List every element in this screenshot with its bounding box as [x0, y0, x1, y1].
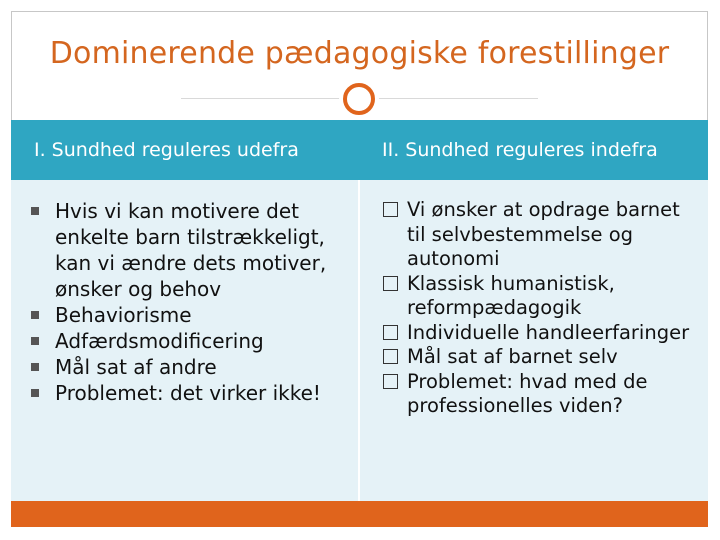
square-bullet-icon: [31, 363, 39, 371]
checkbox-bullet-icon: [383, 325, 398, 340]
left-bullet-list: [31, 198, 331, 406]
checkbox-bullet-icon: [383, 202, 398, 217]
list-item-text: Behaviorisme: [55, 303, 192, 327]
list-item: [31, 198, 331, 302]
ring-icon: [339, 79, 379, 119]
column-heading-left: I. Sundhed reguleres udefra: [34, 139, 299, 161]
list-item: [31, 328, 331, 354]
slide-title: Dominerende pædagogiske forestillinger: [49, 36, 670, 71]
square-bullet-icon: [31, 311, 39, 319]
list-item-text: Problemet: det virker ikke!: [55, 381, 321, 405]
square-bullet-icon: [31, 207, 39, 215]
list-item: [31, 380, 331, 406]
list-item-text: Individuelle handleerfaringer: [407, 320, 690, 344]
right-bullet-list: [383, 198, 698, 419]
list-item-text: Hvis vi kan motivere det enkelte barn tilstrækkeligt, kan vi ændre dets motiver, ønsker og behov: [55, 199, 327, 301]
list-item: [31, 354, 331, 380]
list-item-text: Problemet: hvad med de professionelles viden?: [407, 369, 648, 417]
list-item: [383, 198, 698, 272]
list-item: [383, 370, 698, 419]
list-item-text: Vi ønsker at opdrage barnet til selvbestemmelse og autonomi: [407, 198, 680, 270]
list-item: [383, 345, 698, 370]
list-item-text: Mål sat af andre: [55, 355, 217, 379]
column-divider: [358, 180, 360, 501]
list-item-text: Adfærdsmodificering: [55, 329, 264, 353]
list-item-text: Mål sat af barnet selv: [407, 345, 618, 368]
checkbox-bullet-icon: [383, 374, 398, 389]
list-item: [31, 302, 331, 328]
column-heading-right: II. Sundhed reguleres indefra: [382, 139, 658, 161]
checkbox-bullet-icon: [383, 276, 398, 291]
list-item: [383, 272, 698, 321]
square-bullet-icon: [31, 389, 39, 397]
footer-band: [11, 501, 708, 527]
square-bullet-icon: [31, 337, 39, 345]
list-item: [383, 321, 698, 346]
list-item-text: Klassisk humanistisk, reformpædagogik: [407, 271, 615, 319]
checkbox-bullet-icon: [383, 349, 398, 364]
